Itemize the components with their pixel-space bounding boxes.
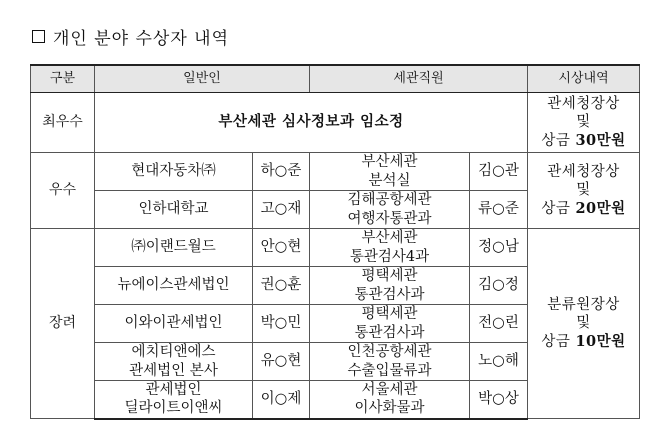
prize-money: 상금 10만원 <box>541 332 626 350</box>
staff-cell: 전○린 <box>470 305 528 343</box>
section-heading-text: 개인 분야 수상자 내역 <box>53 29 230 49</box>
prize-and: 및 <box>576 182 591 199</box>
staff-cell: 정○남 <box>470 229 528 267</box>
prize-title: 관세청장상 <box>547 96 620 113</box>
office-cell: 평택세관 통관검사과 <box>310 267 470 305</box>
company-cell: ㈜이랜드월드 <box>95 229 253 267</box>
award-table <box>30 64 640 420</box>
grand-prize-winner: 부산세관 심사정보과 임소정 <box>95 93 528 153</box>
table-row <box>31 229 640 267</box>
header-category: 구분 <box>31 65 95 93</box>
prize-and: 및 <box>576 114 591 131</box>
staff-cell: 김○관 <box>470 153 528 191</box>
office-cell: 김해공항세관 여행자통관과 <box>310 191 470 229</box>
excellence-award <box>528 153 640 229</box>
prize-and: 및 <box>576 315 591 332</box>
checkbox-square-icon <box>32 30 45 43</box>
office-cell: 부산세관 통관검사4과 <box>310 229 470 267</box>
company-cell: 뉴에이스관세법인 <box>95 267 253 305</box>
person-cell: 이○제 <box>253 381 310 419</box>
category-encouragement: 장려 <box>31 229 95 419</box>
person-cell: 유○현 <box>253 343 310 381</box>
person-cell: 안○현 <box>253 229 310 267</box>
category-excellence: 우수 <box>31 153 95 229</box>
grand-prize-award <box>528 93 640 153</box>
company-cell: 에치티앤에스 관세법인 본사 <box>95 343 253 381</box>
staff-cell: 류○준 <box>470 191 528 229</box>
person-cell: 고○재 <box>253 191 310 229</box>
company-cell: 현대자동차㈜ <box>95 153 253 191</box>
person-cell: 권○훈 <box>253 267 310 305</box>
header-general: 일반인 <box>95 65 310 93</box>
company-cell: 관세법인 딜라이트이앤씨 <box>95 381 253 419</box>
staff-cell: 김○정 <box>470 267 528 305</box>
table-row <box>31 153 640 191</box>
header-award-detail: 시상내역 <box>528 65 640 93</box>
table-header-row <box>31 65 640 93</box>
prize-money: 상금 30만원 <box>541 131 626 149</box>
office-cell: 부산세관 분석실 <box>310 153 470 191</box>
office-cell: 서울세관 이사화물과 <box>310 381 470 419</box>
company-cell: 인하대학교 <box>95 191 253 229</box>
person-cell: 박○민 <box>253 305 310 343</box>
company-cell: 이와이관세법인 <box>95 305 253 343</box>
prize-money: 상금 20만원 <box>541 199 626 217</box>
table-row <box>31 93 640 153</box>
prize-title: 관세청장상 <box>547 164 620 181</box>
section-heading <box>32 24 229 49</box>
prize-title: 분류원장상 <box>547 297 620 314</box>
staff-cell: 박○상 <box>470 381 528 419</box>
office-cell: 평택세관 통관검사과 <box>310 305 470 343</box>
person-cell: 하○준 <box>253 153 310 191</box>
staff-cell: 노○해 <box>470 343 528 381</box>
office-cell: 인천공항세관 수출입물류과 <box>310 343 470 381</box>
header-customs-staff: 세관직원 <box>310 65 528 93</box>
encouragement-award <box>528 229 640 419</box>
category-grand: 최우수 <box>31 93 95 153</box>
